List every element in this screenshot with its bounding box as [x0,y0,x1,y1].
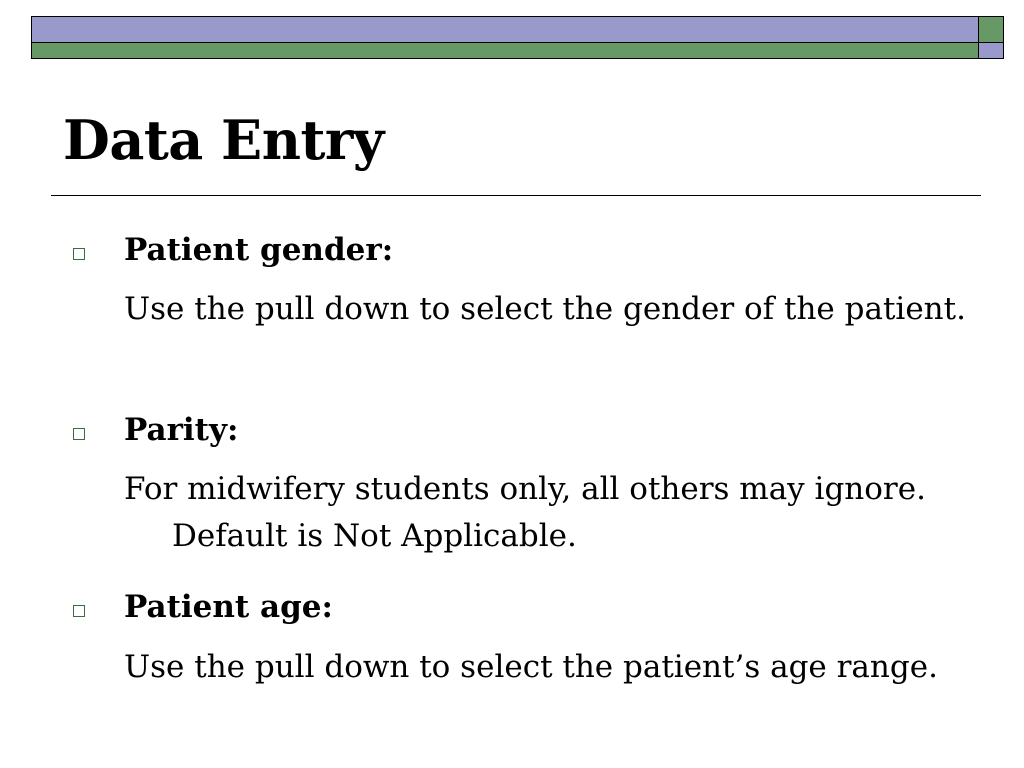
title-divider [51,195,981,196]
header-square-green [978,16,1004,43]
square-bullet-icon [73,428,85,440]
header-bar-purple [31,16,979,43]
header-square-purple [978,42,1004,59]
item-heading-patient-gender: Patient gender: [124,232,394,268]
item-text-patient-gender: Use the pull down to select the gender of the patient. [124,291,966,327]
slide-title: Data Entry [63,108,384,172]
square-bullet-icon [73,605,85,617]
square-bullet-icon [73,248,85,260]
item-heading-parity: Parity: [124,412,239,448]
header-bar-green [31,42,979,59]
item-heading-patient-age: Patient age: [124,589,333,625]
item-text-patient-age: Use the pull down to select the patient’s age range. [124,649,938,685]
item-text-parity: For midwifery students only, all others may ignore. Default is Not Applicable. [124,471,926,554]
